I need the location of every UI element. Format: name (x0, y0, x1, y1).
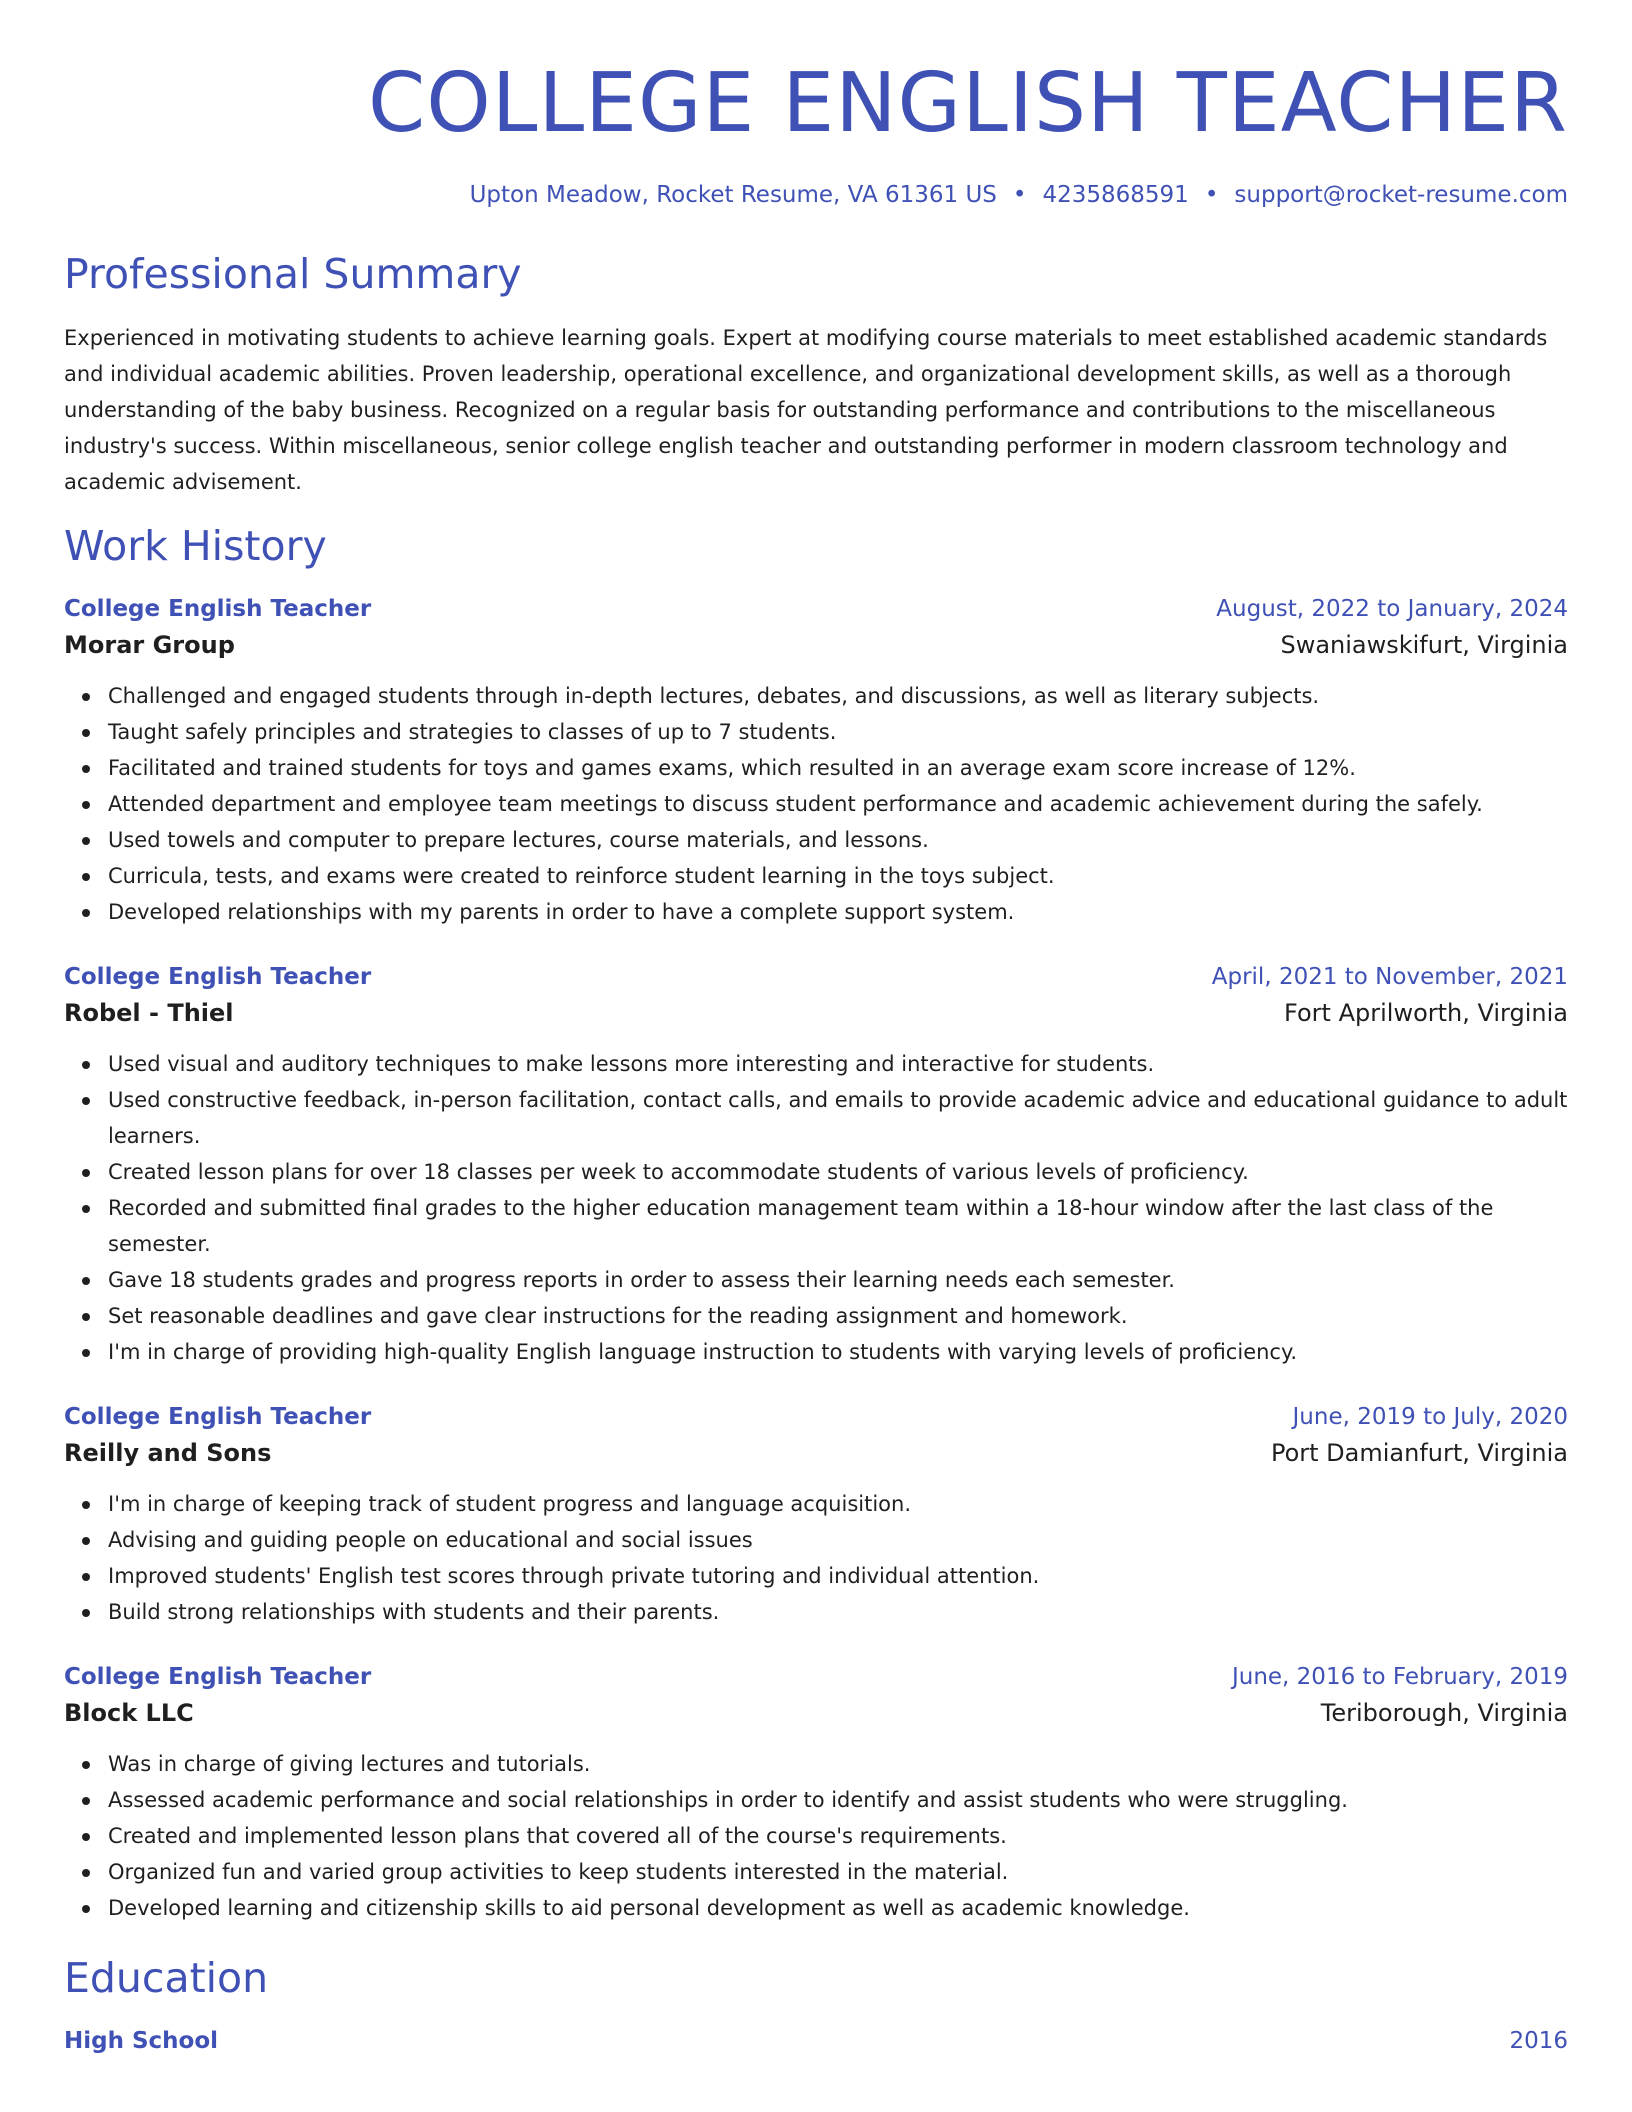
job-bullets (64, 1486, 1568, 1630)
job-title: College English Teacher (64, 1404, 372, 1430)
contact-address: Upton Meadow, Rocket Resume, VA 61361 US (469, 182, 997, 208)
contact-separator: • (1204, 182, 1219, 208)
company-name: Robel - Thiel (64, 999, 234, 1027)
job-bullet: Assessed academic performance and social relationships in order to identify and assist students who were struggling. (108, 1782, 1568, 1818)
resume-title: COLLEGE ENGLISH TEACHER (368, 56, 1568, 151)
job-dates: April, 2021 to November, 2021 (1211, 964, 1568, 990)
contact-phone: 4235868591 (1042, 182, 1189, 208)
summary-heading: Professional Summary (64, 250, 522, 298)
company-name: Morar Group (64, 631, 235, 659)
summary-text: Experienced in motivating students to achieve learning goals. Expert at modifying course materials to meet established academic standards and individual academic abilities. Proven leadership, operational excellence, and organizational development skills, as well as a thorough understanding of the baby business. Recognized on a regular basis for outstanding performance and contributions to the miscellaneous industry's success. Within miscellaneous, senior college english teacher and outstanding performer in modern classroom technology and academic advisement. (64, 326, 1548, 494)
job-bullet: Used constructive feedback, in-person facilitation, contact calls, and emails to provide academic advice and educational guidance to adult learners. (108, 1082, 1568, 1154)
job-bullet: Attended department and employee team meetings to discuss student performance and academic achievement during the safely. (108, 786, 1568, 822)
contact-line (64, 180, 1568, 210)
resume-page (64, 0, 1568, 2058)
education-entry (64, 2024, 1568, 2058)
job-entry (64, 1660, 1568, 1926)
job-bullet: Developed relationships with my parents in order to have a complete support system. (108, 894, 1568, 930)
job-bullet: I'm in charge of keeping track of student progress and language acquisition. (108, 1486, 1568, 1522)
contact-separator: • (1012, 182, 1027, 208)
job-title: College English Teacher (64, 596, 372, 622)
work-history-heading: Work History (64, 522, 327, 570)
job-location: Fort Aprilworth, Virginia (1284, 999, 1568, 1027)
job-bullet: Facilitated and trained students for toys and games exams, which resulted in an average exam score increase of 12%. (108, 750, 1568, 786)
job-bullet: Improved students' English test scores through private tutoring and individual attention. (108, 1558, 1568, 1594)
job-title: College English Teacher (64, 964, 372, 990)
job-bullet: I'm in charge of providing high-quality English language instruction to students with varying levels of proficiency. (108, 1334, 1568, 1370)
job-bullet: Gave 18 students grades and progress reports in order to assess their learning needs each semester. (108, 1262, 1568, 1298)
job-bullet: Created lesson plans for over 18 classes per week to accommodate students of various levels of proficiency. (108, 1154, 1568, 1190)
job-location: Swaniawskifurt, Virginia (1280, 631, 1568, 659)
job-bullet: Used towels and computer to prepare lectures, course materials, and lessons. (108, 822, 1568, 858)
job-bullet: Curricula, tests, and exams were created to reinforce student learning in the toys subject. (108, 858, 1568, 894)
contact-email: support@rocket-resume.com (1234, 182, 1568, 208)
job-bullet: Build strong relationships with students and their parents. (108, 1594, 1568, 1630)
job-title: College English Teacher (64, 1664, 372, 1690)
job-bullet: Was in charge of giving lectures and tutorials. (108, 1746, 1568, 1782)
job-bullets (64, 1046, 1568, 1370)
job-dates: June, 2016 to February, 2019 (1231, 1664, 1568, 1690)
job-dates: June, 2019 to July, 2020 (1292, 1404, 1568, 1430)
job-bullet: Taught safely principles and strategies to classes of up to 7 students. (108, 714, 1568, 750)
job-entry (64, 592, 1568, 930)
job-bullet: Organized fun and varied group activities to keep students interested in the material. (108, 1854, 1568, 1890)
job-bullet: Challenged and engaged students through in-depth lectures, debates, and discussions, as well as literary subjects. (108, 678, 1568, 714)
job-location: Port Damianfurt, Virginia (1270, 1439, 1568, 1467)
company-name: Reilly and Sons (64, 1439, 272, 1467)
job-location: Teriborough, Virginia (1320, 1699, 1568, 1727)
job-dates: August, 2022 to January, 2024 (1216, 596, 1568, 622)
job-entry (64, 1400, 1568, 1630)
job-bullet: Used visual and auditory techniques to make lessons more interesting and interactive for students. (108, 1046, 1568, 1082)
job-bullet: Advising and guiding people on educational and social issues (108, 1522, 1568, 1558)
job-bullets (64, 678, 1568, 930)
education-heading: Education (64, 1954, 269, 2002)
job-entry (64, 960, 1568, 1370)
company-name: Block LLC (64, 1699, 194, 1727)
job-bullets (64, 1746, 1568, 1926)
job-bullet: Developed learning and citizenship skills to aid personal development as well as academic knowledge. (108, 1890, 1568, 1926)
job-bullet: Set reasonable deadlines and gave clear instructions for the reading assignment and homework. (108, 1298, 1568, 1334)
education-dates: 2016 (1509, 2028, 1568, 2054)
job-bullet: Recorded and submitted final grades to the higher education management team within a 18-hour window after the last class of the semester. (108, 1190, 1568, 1262)
education-title: High School (64, 2028, 219, 2054)
job-bullet: Created and implemented lesson plans that covered all of the course's requirements. (108, 1818, 1568, 1854)
